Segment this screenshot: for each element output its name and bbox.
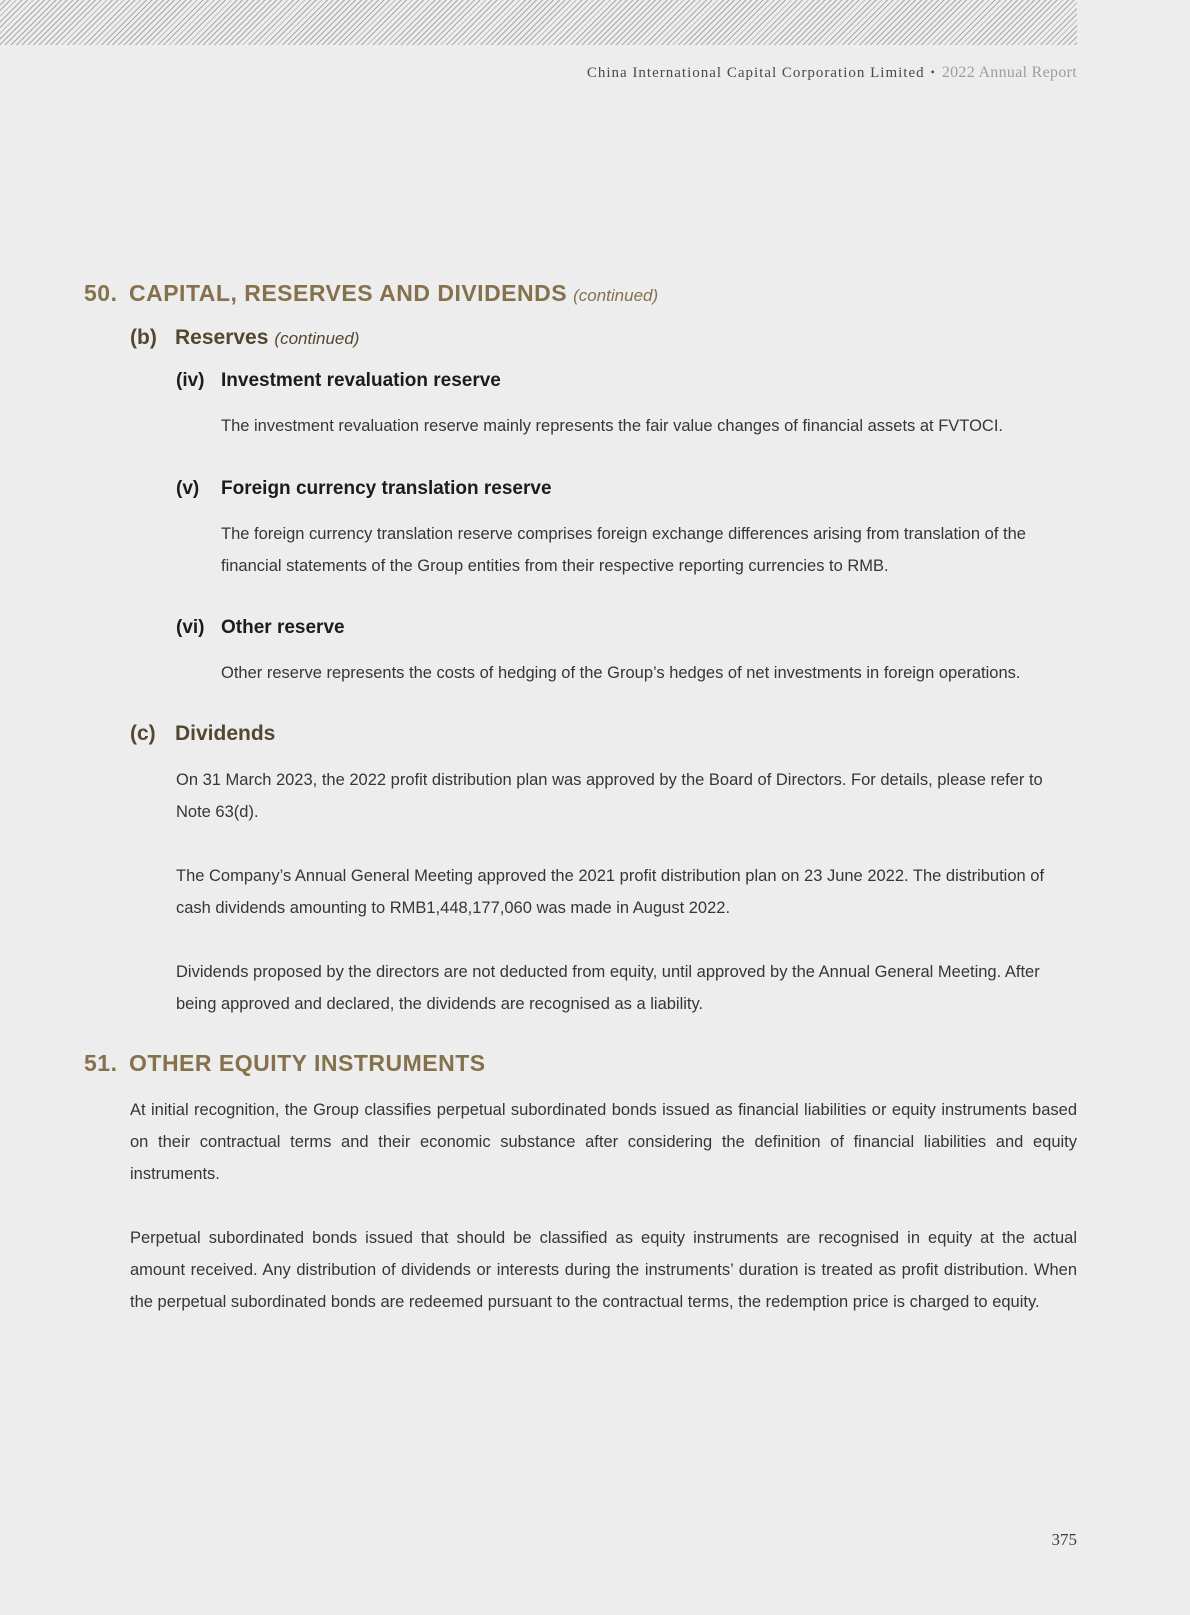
section-b-number: (b) [130,326,157,349]
subsection-v-number: (v) [176,478,200,499]
note-50-title: CAPITAL, RESERVES AND DIVIDENDS [129,280,568,306]
note-50-number: 50. [84,280,118,306]
subsection-v-body: The foreign currency translation reserve comprises foreign exchange differences arising from translation of the financial statements of the Group entities from their respective reporting currencies to RMB. [221,525,1026,575]
section-c-number: (c) [130,722,156,745]
subsection-vi-body: Other reserve represents the costs of hedging of the Group’s hedges of net investments in foreign operations. [221,664,1021,682]
equity-instruments-paragraph-1: At initial recognition, the Group classifies perpetual subordinated bonds issued as financial liabilities or equity instruments based on their contractual terms and their economic substance after considering the definition of financial liabilities and equity instruments. [130,1101,1077,1183]
note-50-heading [84,280,1084,310]
section-b-continued: (continued) [274,329,360,348]
subsection-v-title: Foreign currency translation reserve [221,478,552,499]
header-separator: • [930,65,936,79]
subsection-vi-heading [176,617,1026,643]
header-company: China International Capital Corporation Limited [586,65,925,81]
section-c-heading [130,722,1030,750]
decorative-hatch-band [0,0,1077,45]
dividends-paragraph-2: The Company’s Annual General Meeting approved the 2021 profit distribution plan on 23 June 2022. The distribution of cash dividends amounting to RMB1,448,177,060 was made in August 2022. [176,867,1045,917]
subsection-v-heading [176,478,1026,504]
subsection-iv-heading [176,370,1026,396]
header-report-title: 2022 Annual Report [941,64,1077,81]
page-number: 375 [1051,1530,1077,1549]
note-51-title: OTHER EQUITY INSTRUMENTS [129,1050,486,1076]
dividends-paragraph-3: Dividends proposed by the directors are not deducted from equity, until approved by the Annual General Meeting. After being approved and declared, the dividends are recognised as a liability. [176,963,1040,1013]
section-b-heading [130,326,1030,354]
subsection-vi-title: Other reserve [221,617,345,638]
subsection-iv-body: The investment revaluation reserve mainly represents the fair value changes of financial assets at FVTOCI. [221,417,1003,435]
subsection-vi-number: (vi) [176,617,205,638]
section-c-title: Dividends [175,722,276,745]
section-b-title: Reserves [175,326,269,349]
note-51-heading [84,1050,1084,1080]
equity-instruments-paragraph-2: Perpetual subordinated bonds issued that should be classified as equity instruments are recognised in equity at the actual amount received. Any distribution of dividends or interests during the instruments’ duration is treated as profit distribution. When the perpetual subordinated bonds are redeemed pursuant to the contractual terms, the redemption price is charged to equity. [130,1229,1077,1311]
dividends-paragraph-1: On 31 March 2023, the 2022 profit distribution plan was approved by the Board of Directors. For details, please refer to Note 63(d). [176,771,1043,821]
subsection-iv-number: (iv) [176,370,205,391]
note-50-continued: (continued) [573,286,659,305]
note-51-number: 51. [84,1050,118,1076]
subsection-iv-title: Investment revaluation reserve [221,370,501,391]
running-header [587,64,1077,82]
